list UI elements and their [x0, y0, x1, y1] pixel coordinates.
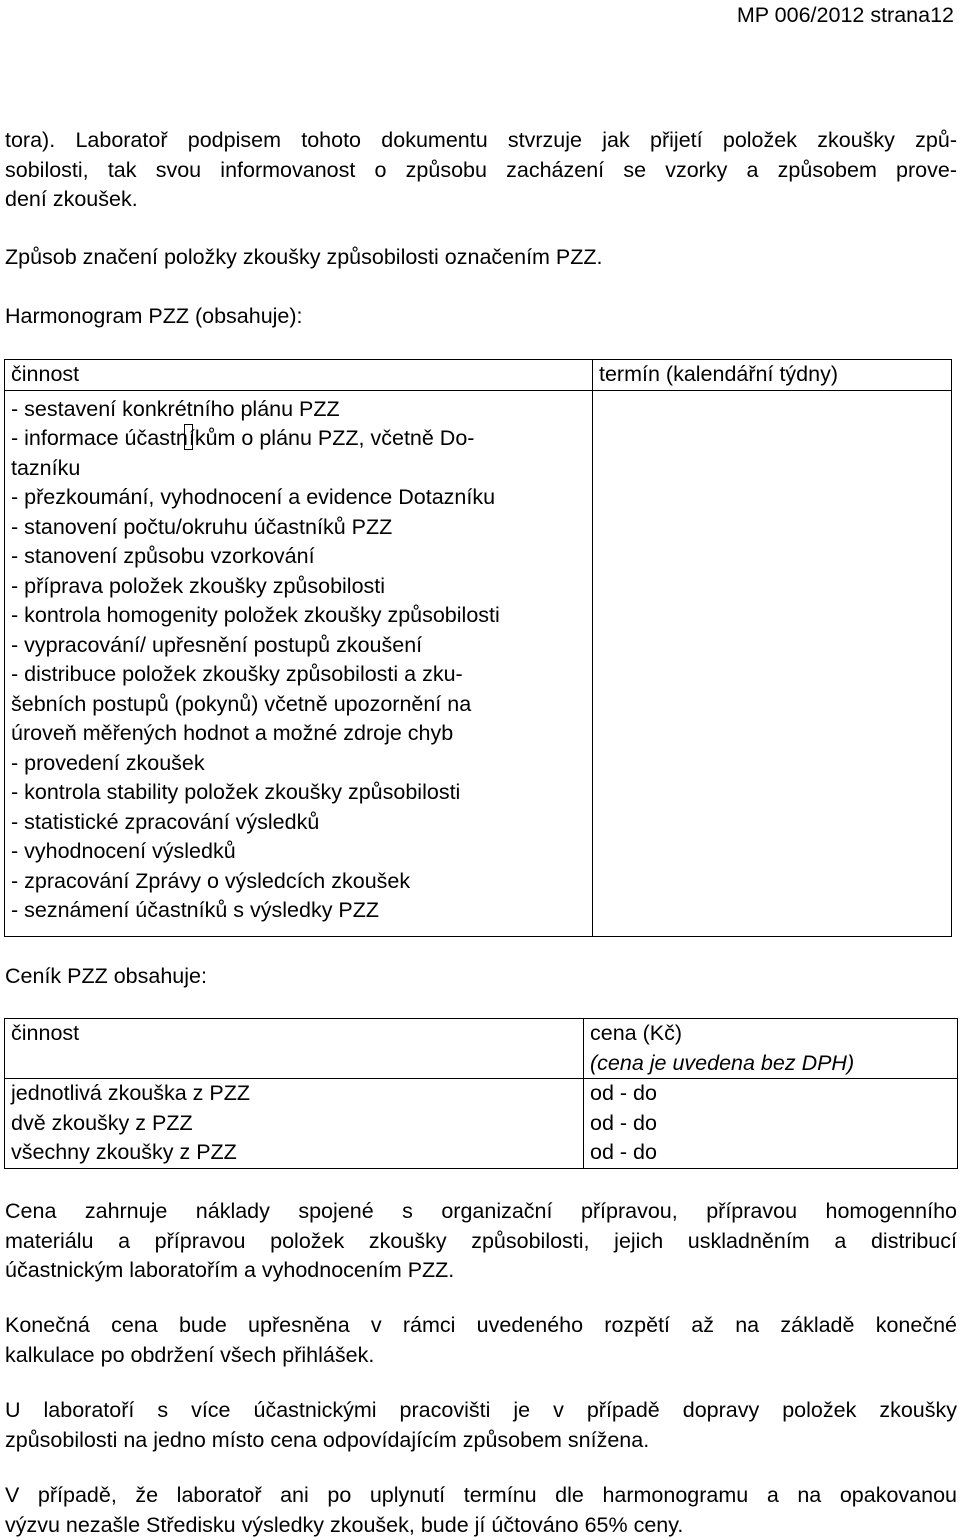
activity-cell [5, 1079, 584, 1169]
intro-line: tora). Laboratoř podpisem tohoto dokumentu stvrzuje jak přijetí položek zkoušky způ- [5, 126, 957, 156]
activity-item: - přezkoumání, vyhodnocení a evidence Dotazníku [11, 483, 586, 513]
marking-text: Způsob značení položky zkoušky způsobilosti označením PZZ. [5, 243, 957, 273]
activity-item: dvě zkoušky z PZZ [11, 1109, 577, 1139]
activity-item: - vypracování/ upřesnění postupů zkoušení [11, 631, 586, 661]
activity-item: - distribuce položek zkoušky způsobilosti a zku- [11, 660, 586, 690]
paragraph-line: U laboratoří s více účastnickými pracovišti je v případě dopravy položek zkoušky [5, 1396, 957, 1426]
activity-item: - provedení zkoušek [11, 749, 586, 779]
intro-line: dení zkoušek. [5, 185, 957, 215]
activity-item: tazníku [11, 454, 586, 484]
activity-item: - příprava položek zkoušky způsobilosti [11, 572, 586, 602]
price-label: cena (Kč) [590, 1019, 951, 1049]
activity-item: - zpracování Zprávy o výsledcích zkoušek [11, 867, 586, 897]
activity-item: - stanovení počtu/okruhu účastníků PZZ [11, 513, 586, 543]
pricelist-heading: Ceník PZZ obsahuje: [5, 962, 957, 992]
page-header: MP 006/2012 strana12 [737, 2, 954, 28]
activity-item: všechny zkoušky z PZZ [11, 1138, 577, 1168]
table-header-row [5, 1019, 958, 1079]
activity-item: jednotlivá zkouška z PZZ [11, 1079, 577, 1109]
table-row [5, 1079, 958, 1169]
activity-item: - seznámení účastníků s výsledky PZZ [11, 896, 586, 926]
activity-item: - kontrola homogenity položek zkoušky způsobilosti [11, 601, 586, 631]
price-note: (cena je uvedena bez DPH) [590, 1049, 951, 1079]
activity-item: úroveň měřených hodnot a možné zdroje chyb [11, 719, 586, 749]
paragraph-line: způsobilosti na jedno místo cena odpovídajícím způsobem snížena. [5, 1426, 957, 1456]
price-value: od - do [590, 1079, 951, 1109]
discount-paragraph [5, 1396, 957, 1455]
activity-item: šebních postupů (pokynů) včetně upozornění na [11, 690, 586, 720]
intro-paragraph [5, 126, 957, 215]
paragraph-line: Cena zahrnuje náklady spojené s organizační přípravou, přípravou homogenního [5, 1197, 957, 1227]
activity-item: - informace účastníkům o plánu PZZ, včetně Do- [11, 424, 586, 454]
col-activity-header: činnost [5, 360, 593, 391]
table-header-row [5, 360, 952, 391]
penalty-paragraph [5, 1481, 957, 1540]
term-cell [593, 390, 952, 936]
paragraph-line: Konečná cena bude upřesněna v rámci uvedeného rozpětí až na základě konečné [5, 1311, 957, 1341]
paragraph-line: kalkulace po obdržení všech přihlášek. [5, 1341, 957, 1371]
activity-item: - stanovení způsobu vzorkování [11, 542, 586, 572]
paragraph-line: výzvu nezašle Středisku výsledky zkoušek, bude jí účtováno 65% ceny. [5, 1511, 957, 1540]
activity-item: - statistické zpracování výsledků [11, 808, 586, 838]
paragraph-line: účastnickým laboratořím a vyhodnocením PZZ. [5, 1256, 957, 1286]
activity-item: - sestavení konkrétního plánu PZZ [11, 395, 586, 425]
price-value: od - do [590, 1138, 951, 1168]
price-includes-paragraph [5, 1197, 957, 1286]
price-value: od - do [590, 1109, 951, 1139]
paragraph-line: V případě, že laboratoř ani po uplynutí termínu dle harmonogramu a na opakovanou [5, 1481, 957, 1511]
col-activity-header: činnost [5, 1019, 584, 1079]
pricelist-table [4, 1018, 958, 1169]
col-term-header: termín (kalendářní týdny) [593, 360, 952, 391]
final-price-paragraph [5, 1311, 957, 1370]
col-price-header [584, 1019, 958, 1079]
activity-list [5, 390, 593, 936]
schedule-heading: Harmonogram PZZ (obsahuje): [5, 302, 957, 332]
price-cell [584, 1079, 958, 1169]
paragraph-line: materiálu a přípravou položek zkoušky způsobilosti, jejich uskladněním a distribucí [5, 1227, 957, 1257]
intro-line: sobilosti, tak svou informovanost o způsobu zacházení se vzorky a způsobem prove- [5, 156, 957, 186]
activity-item: - vyhodnocení výsledků [11, 837, 586, 867]
activity-item: - kontrola stability položek zkoušky způsobilosti [11, 778, 586, 808]
text-cursor-box [184, 424, 193, 450]
schedule-table [4, 359, 952, 937]
table-row [5, 390, 952, 936]
